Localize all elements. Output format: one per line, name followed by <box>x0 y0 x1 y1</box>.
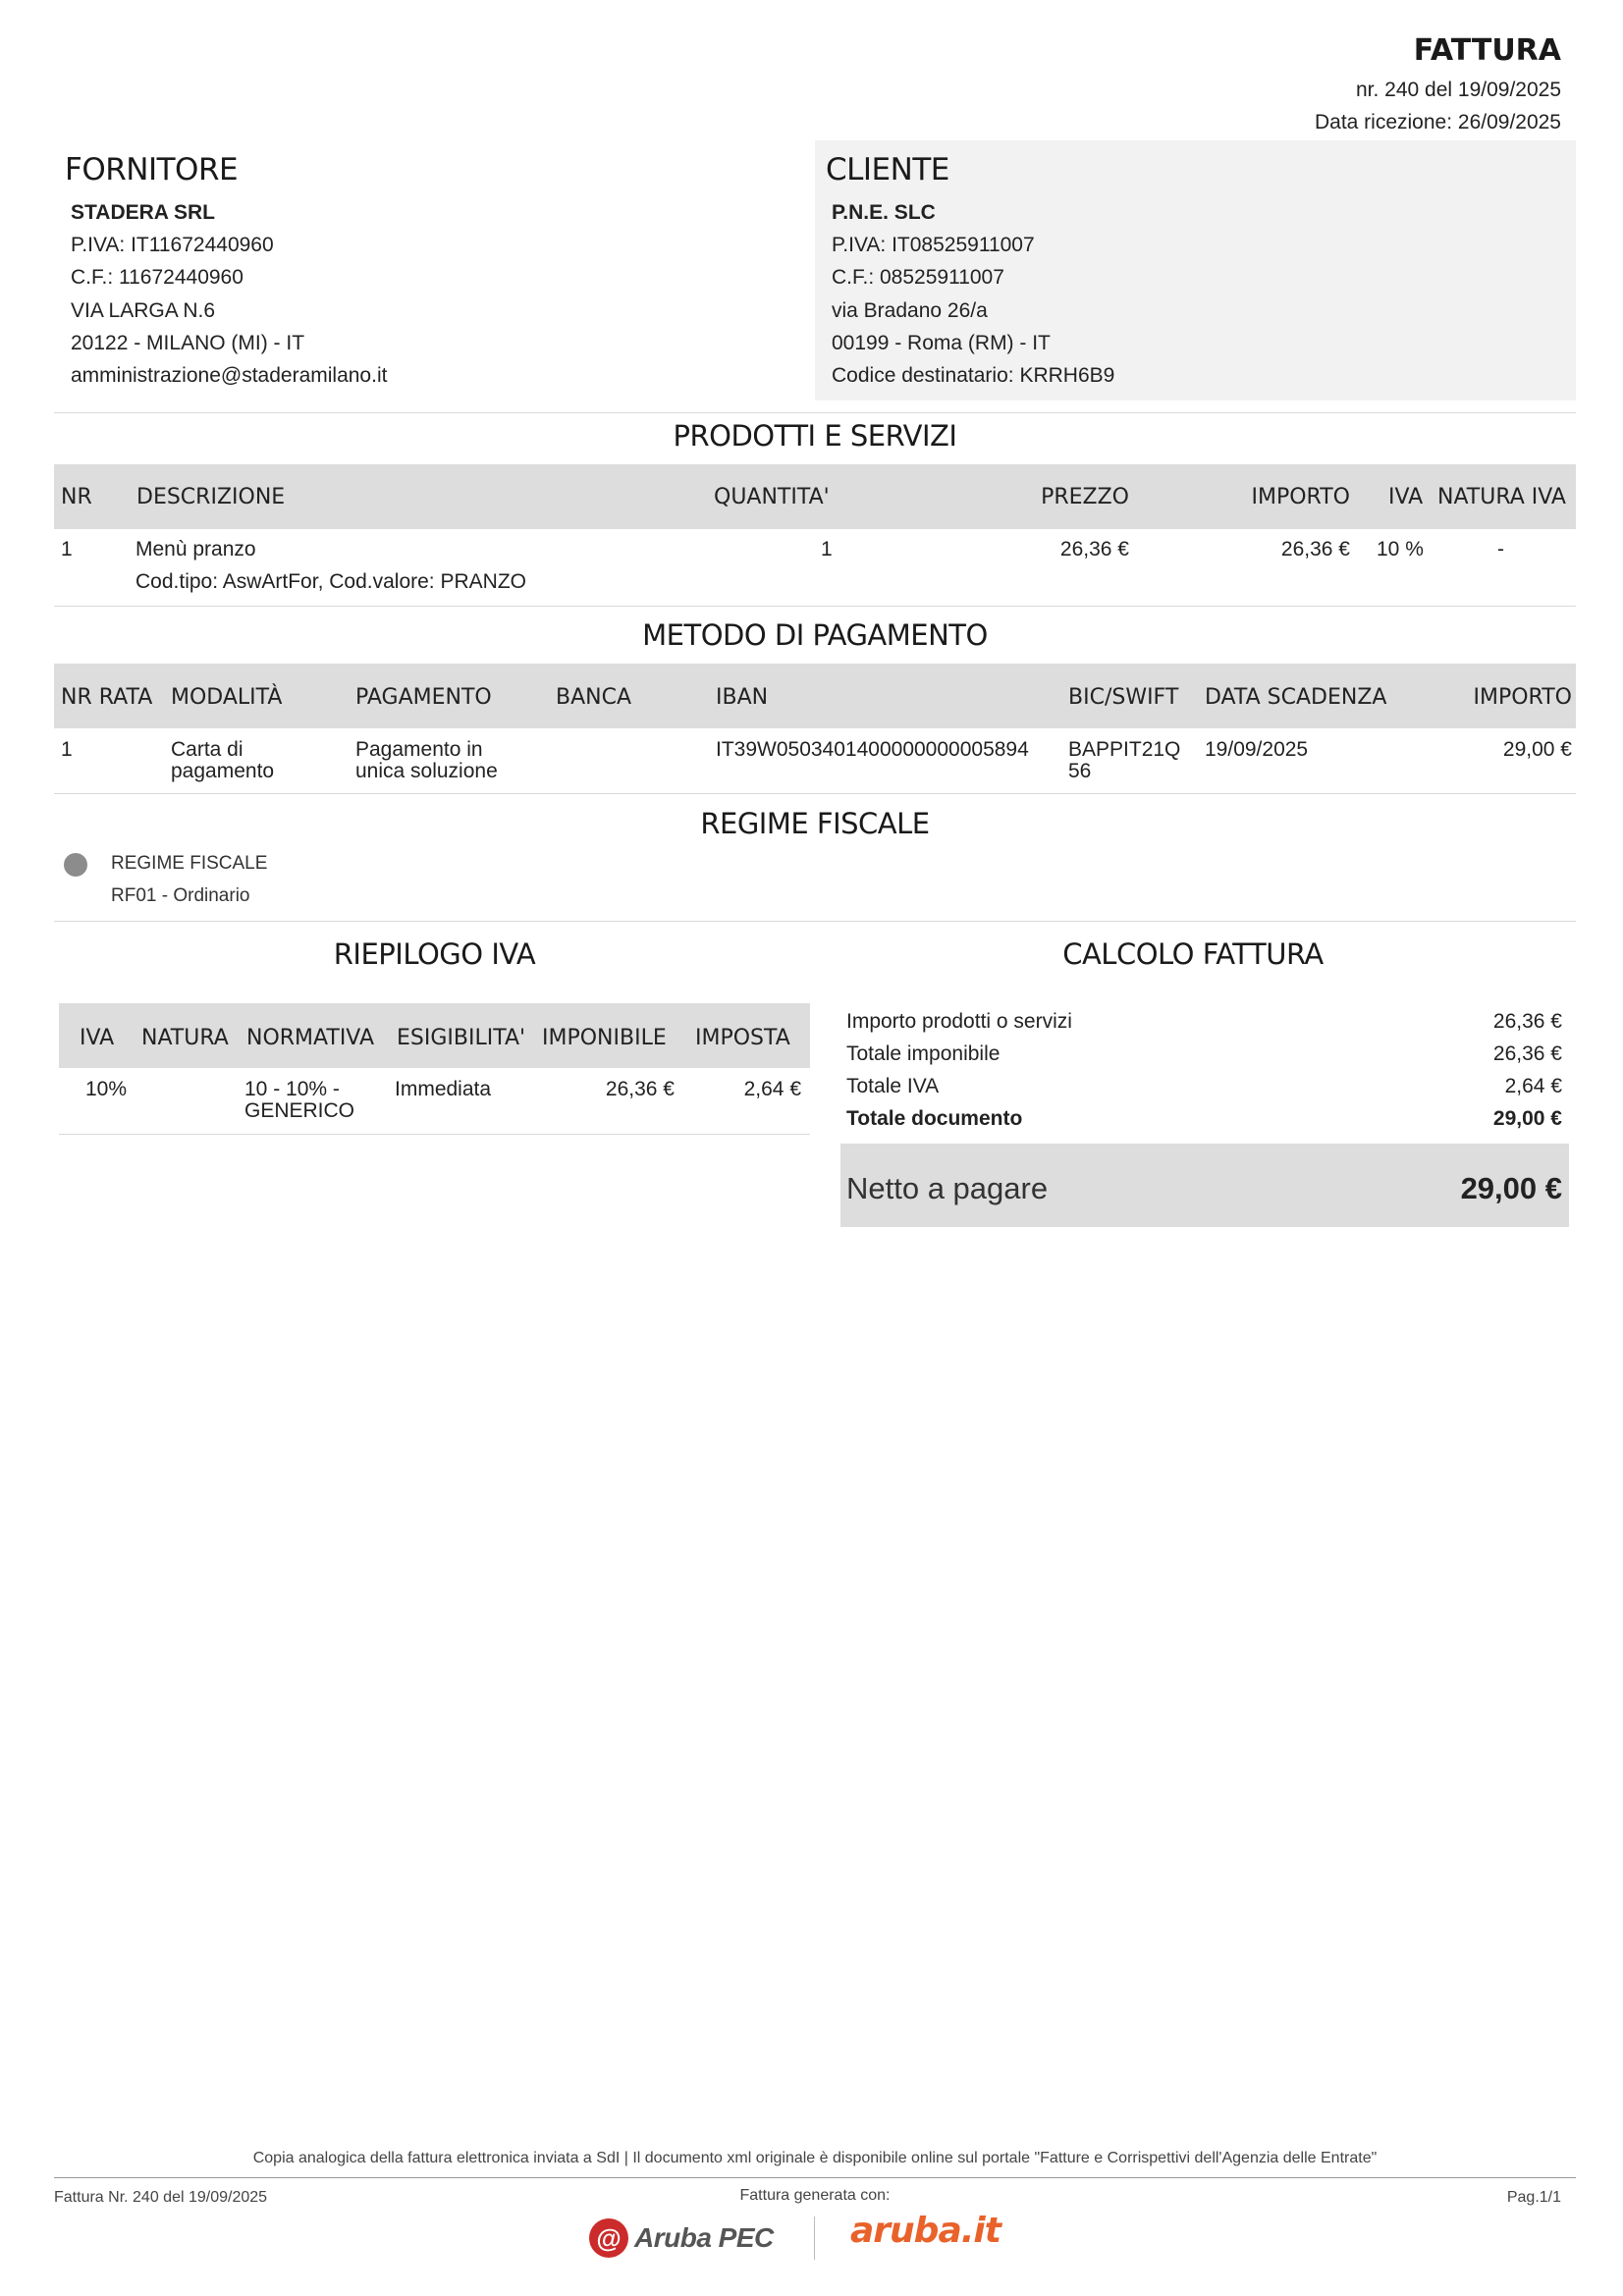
col-nr-rata: NR RATA <box>61 685 153 710</box>
col-descrizione: DESCRIZIONE <box>136 485 286 509</box>
invoice-number: nr. 240 del 19/09/2025 <box>1355 79 1561 101</box>
row-nr: 1 <box>61 538 73 561</box>
col-pagamento: PAGAMENTO <box>355 685 492 710</box>
client-title: CLIENTE <box>826 152 949 187</box>
riepilogo-title: RIEPILOGO IVA <box>333 937 536 971</box>
supplier-email: amministrazione@staderamilano.it <box>71 364 388 387</box>
supplier-title: FORNITORE <box>65 152 239 187</box>
col-riep-natura: NATURA <box>141 1026 229 1050</box>
supplier-piva: P.IVA: IT11672440960 <box>71 234 274 256</box>
calc-value-totale: 29,00 € <box>1492 1107 1562 1130</box>
divider <box>54 412 1576 413</box>
calc-label-importo: Importo prodotti o servizi <box>846 1010 1072 1033</box>
footer-center: Fattura generata con: <box>739 2187 891 2204</box>
calc-label-imponibile: Totale imponibile <box>846 1042 1001 1065</box>
products-title: PRODOTTI E SERVIZI <box>673 419 957 453</box>
col-iva: IVA <box>1388 485 1424 509</box>
row-prezzo: 26,36 € <box>1059 538 1129 561</box>
col-modalita: MODALITÀ <box>171 685 283 710</box>
client-piva: P.IVA: IT08525911007 <box>832 234 1035 256</box>
bullet-icon <box>64 853 87 877</box>
supplier-cf: C.F.: 11672440960 <box>71 266 243 289</box>
rata-nr: 1 <box>61 738 73 761</box>
rata-pagamento-2: unica soluzione <box>355 760 498 782</box>
riep-iva: 10% <box>85 1078 128 1100</box>
supplier-address: VIA LARGA N.6 <box>71 299 216 322</box>
rata-importo: 29,00 € <box>1502 738 1572 761</box>
divider <box>59 1134 810 1135</box>
row-natura: - <box>1497 538 1504 561</box>
col-riep-normativa: NORMATIVA <box>246 1026 375 1050</box>
col-scadenza: DATA SCADENZA <box>1205 685 1387 710</box>
calc-value-importo: 26,36 € <box>1492 1010 1562 1033</box>
footer-note: Copia analogica della fattura elettronica inviata a SdI | Il documento xml originale è disponibile online sul portale "Fatture e Corrispettivi dell'Agenzia delle Entrate" <box>252 2150 1378 2166</box>
logo-divider <box>814 2216 815 2260</box>
riep-normativa: 10 - 10% - <box>244 1078 340 1100</box>
col-prezzo: PREZZO <box>1041 485 1129 509</box>
aruba-pec-wordmark: Aruba PEC <box>634 2222 774 2253</box>
col-riep-esigibilita: ESIGIBILITA' <box>397 1026 526 1050</box>
rata-bic: BAPPIT21Q <box>1068 738 1181 761</box>
footer-right: Pag.1/1 <box>1506 2189 1561 2206</box>
rata-scadenza: 19/09/2025 <box>1205 738 1309 761</box>
calcolo-title: CALCOLO FATTURA <box>1062 937 1324 971</box>
footer-rule <box>54 2177 1576 2178</box>
aruba-pec-logo <box>589 2216 774 2260</box>
rata-iban: IT39W0503401400000000005894 <box>716 738 1029 761</box>
col-natura-iva: NATURA IVA <box>1437 485 1566 509</box>
rata-modalita: Carta di <box>171 738 243 761</box>
riep-esigibilita: Immediata <box>395 1078 492 1100</box>
client-name: P.N.E. SLC <box>832 201 936 224</box>
col-riep-iva: IVA <box>80 1026 115 1050</box>
col-nr: NR <box>61 485 92 509</box>
col-riep-imposta: IMPOSTA <box>695 1026 790 1050</box>
received-date: Data ricezione: 26/09/2025 <box>1314 111 1561 133</box>
aruba-it-logo: aruba.it <box>850 2211 1001 2251</box>
calc-value-iva: 2,64 € <box>1504 1075 1562 1097</box>
calc-label-totale: Totale documento <box>846 1107 1023 1130</box>
calc-label-iva: Totale IVA <box>846 1075 940 1097</box>
client-cf: C.F.: 08525911007 <box>832 266 1004 289</box>
payment-title: METODO DI PAGAMENTO <box>642 618 988 652</box>
regime-label: REGIME FISCALE <box>111 853 268 874</box>
netto-value: 29,00 € <box>1460 1171 1562 1205</box>
col-quantita: QUANTITA' <box>714 485 830 509</box>
calc-value-imponibile: 26,36 € <box>1492 1042 1562 1065</box>
riep-imposta: 2,64 € <box>743 1078 801 1100</box>
row-iva: 10 % <box>1377 538 1424 561</box>
supplier-name: STADERA SRL <box>71 201 215 224</box>
divider <box>54 606 1576 607</box>
col-importo-pag: IMPORTO <box>1473 685 1572 710</box>
document-type: FATTURA <box>1413 33 1561 68</box>
row-quantita: 1 <box>821 538 833 561</box>
netto-label: Netto a pagare <box>846 1171 1049 1205</box>
row-descrizione: Menù pranzo <box>135 538 256 561</box>
col-banca: BANCA <box>556 685 632 710</box>
row-importo: 26,36 € <box>1280 538 1350 561</box>
col-iban: IBAN <box>716 685 769 710</box>
regime-value: RF01 - Ordinario <box>111 885 250 906</box>
rata-modalita-2: pagamento <box>171 760 275 782</box>
divider <box>54 921 1576 922</box>
rata-bic-2: 56 <box>1068 760 1092 782</box>
col-bic: BIC/SWIFT <box>1068 685 1179 710</box>
client-city: 00199 - Roma (RM) - IT <box>832 332 1051 354</box>
client-recipient-code: Codice destinatario: KRRH6B9 <box>832 364 1115 387</box>
riep-normativa-2: GENERICO <box>244 1099 355 1122</box>
aruba-pec-icon: @ <box>589 2218 628 2258</box>
client-address: via Bradano 26/a <box>832 299 988 322</box>
row-descrizione-extra: Cod.tipo: AswArtFor, Cod.valore: PRANZO <box>135 570 526 593</box>
col-riep-imponibile: IMPONIBILE <box>542 1026 667 1050</box>
footer-left: Fattura Nr. 240 del 19/09/2025 <box>54 2189 268 2206</box>
supplier-city: 20122 - MILANO (MI) - IT <box>71 332 305 354</box>
divider <box>54 793 1576 794</box>
col-importo: IMPORTO <box>1251 485 1350 509</box>
regime-title: REGIME FISCALE <box>700 807 930 840</box>
riep-imponibile: 26,36 € <box>605 1078 675 1100</box>
rata-pagamento: Pagamento in <box>355 738 483 761</box>
